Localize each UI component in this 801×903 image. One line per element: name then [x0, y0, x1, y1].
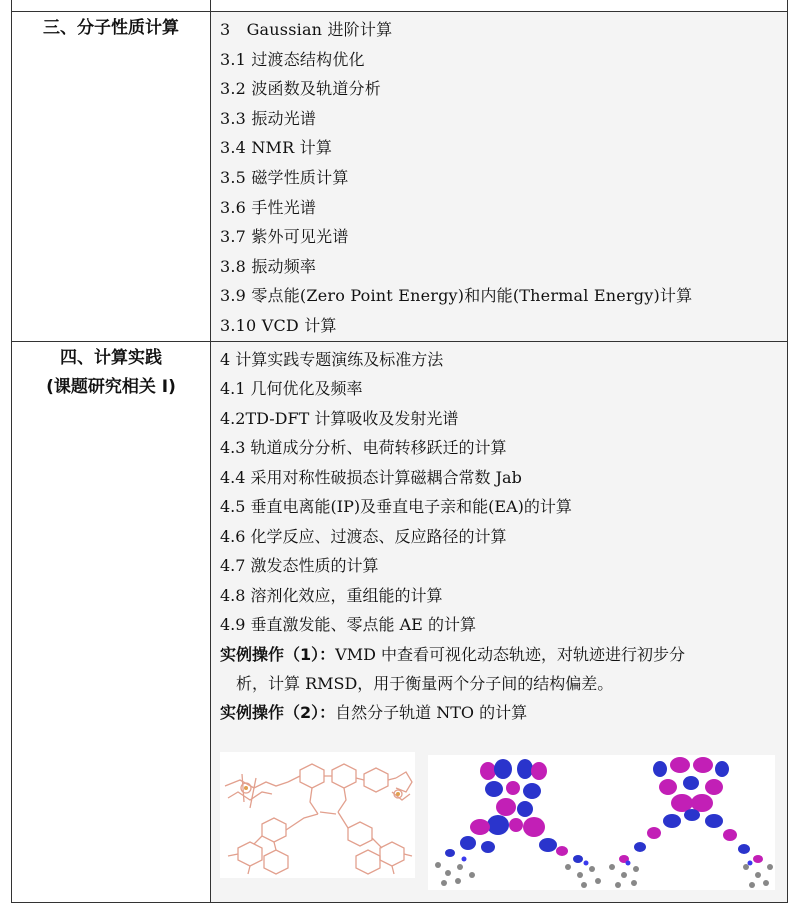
section3-title: 三、分子性质计算 [43, 18, 179, 38]
top-left-cell [12, 0, 211, 12]
molecule-wireframe-icon [220, 752, 415, 878]
list-item: 4.9 垂直激发能、零点能 AE 的计算 [220, 615, 476, 635]
list-item: 4 计算实践专题演练及标准方法 [220, 349, 444, 369]
example-1-text-2: 析，计算 RMSD，用于衡量两个分子间的结构偏差。 [236, 673, 614, 693]
example-1 [211, 640, 787, 698]
list-item: 3.3 振动光谱 [220, 108, 317, 128]
list-item: 4.6 化学反应、过渡态、反应路径的计算 [220, 526, 507, 546]
top-right-cell [211, 0, 788, 12]
list-item: 4.8 溶剂化效应，重组能的计算 [220, 585, 443, 605]
list-item: 3.2 波函数及轨道分析 [220, 79, 381, 99]
section4-subtitle: (课题研究相关 I) [46, 376, 176, 397]
example-2-label: 实例操作（2）： [220, 702, 336, 722]
list-item: 4.1 几何优化及频率 [220, 379, 363, 399]
section3-title-cell [12, 12, 211, 342]
list-item: 3 Gaussian 进阶计算 [220, 20, 393, 39]
example-2 [211, 698, 787, 727]
list-item: 3.8 振动频率 [220, 256, 317, 276]
nto-orbital-image [428, 755, 775, 890]
list-item: 3.4 NMR 计算 [220, 138, 333, 158]
example-1-line-1 [220, 640, 779, 669]
section3-content-cell [211, 12, 788, 342]
list-item: 3.5 磁学性质计算 [220, 167, 349, 187]
example-2-text: 自然分子轨道 NTO 的计算 [335, 702, 528, 722]
section4-title: 四、计算实践 [60, 347, 162, 368]
example-images [220, 752, 775, 890]
example-1-label: 实例操作（1）： [220, 644, 336, 664]
section3-row [12, 12, 788, 342]
list-item: 3.6 手性光谱 [220, 197, 317, 217]
list-item: 3.10 VCD 计算 [220, 315, 337, 335]
example-1-text-1: VMD 中查看可视化动态轨迹，对轨迹进行初步分 [335, 644, 685, 664]
list-item: 3.9 零点能(Zero Point Energy)和内能(Thermal Energy)计算 [220, 286, 693, 306]
list-item: 4.7 激发态性质的计算 [220, 556, 379, 576]
table-top-row [12, 0, 788, 12]
list-item: 4.2TD-DFT 计算吸收及发射光谱 [220, 408, 459, 428]
section4-list [211, 342, 787, 640]
section3-list [211, 12, 787, 341]
list-item: 4.3 轨道成分分析、电荷转移跃迁的计算 [220, 438, 507, 458]
list-item: 3.7 紫外可见光谱 [220, 227, 349, 247]
section4-title-cell [12, 341, 211, 902]
list-item: 4.5 垂直电离能(IP)及垂直电子亲和能(EA)的计算 [220, 497, 572, 517]
molecular-trajectory-image [220, 752, 415, 878]
list-item: 3.1 过渡态结构优化 [220, 49, 365, 69]
example-2-line [220, 698, 779, 727]
orbital-isosurface-icon [428, 755, 775, 890]
list-item: 4.4 采用对称性破损态计算磁耦合常数 Jab [220, 467, 522, 487]
